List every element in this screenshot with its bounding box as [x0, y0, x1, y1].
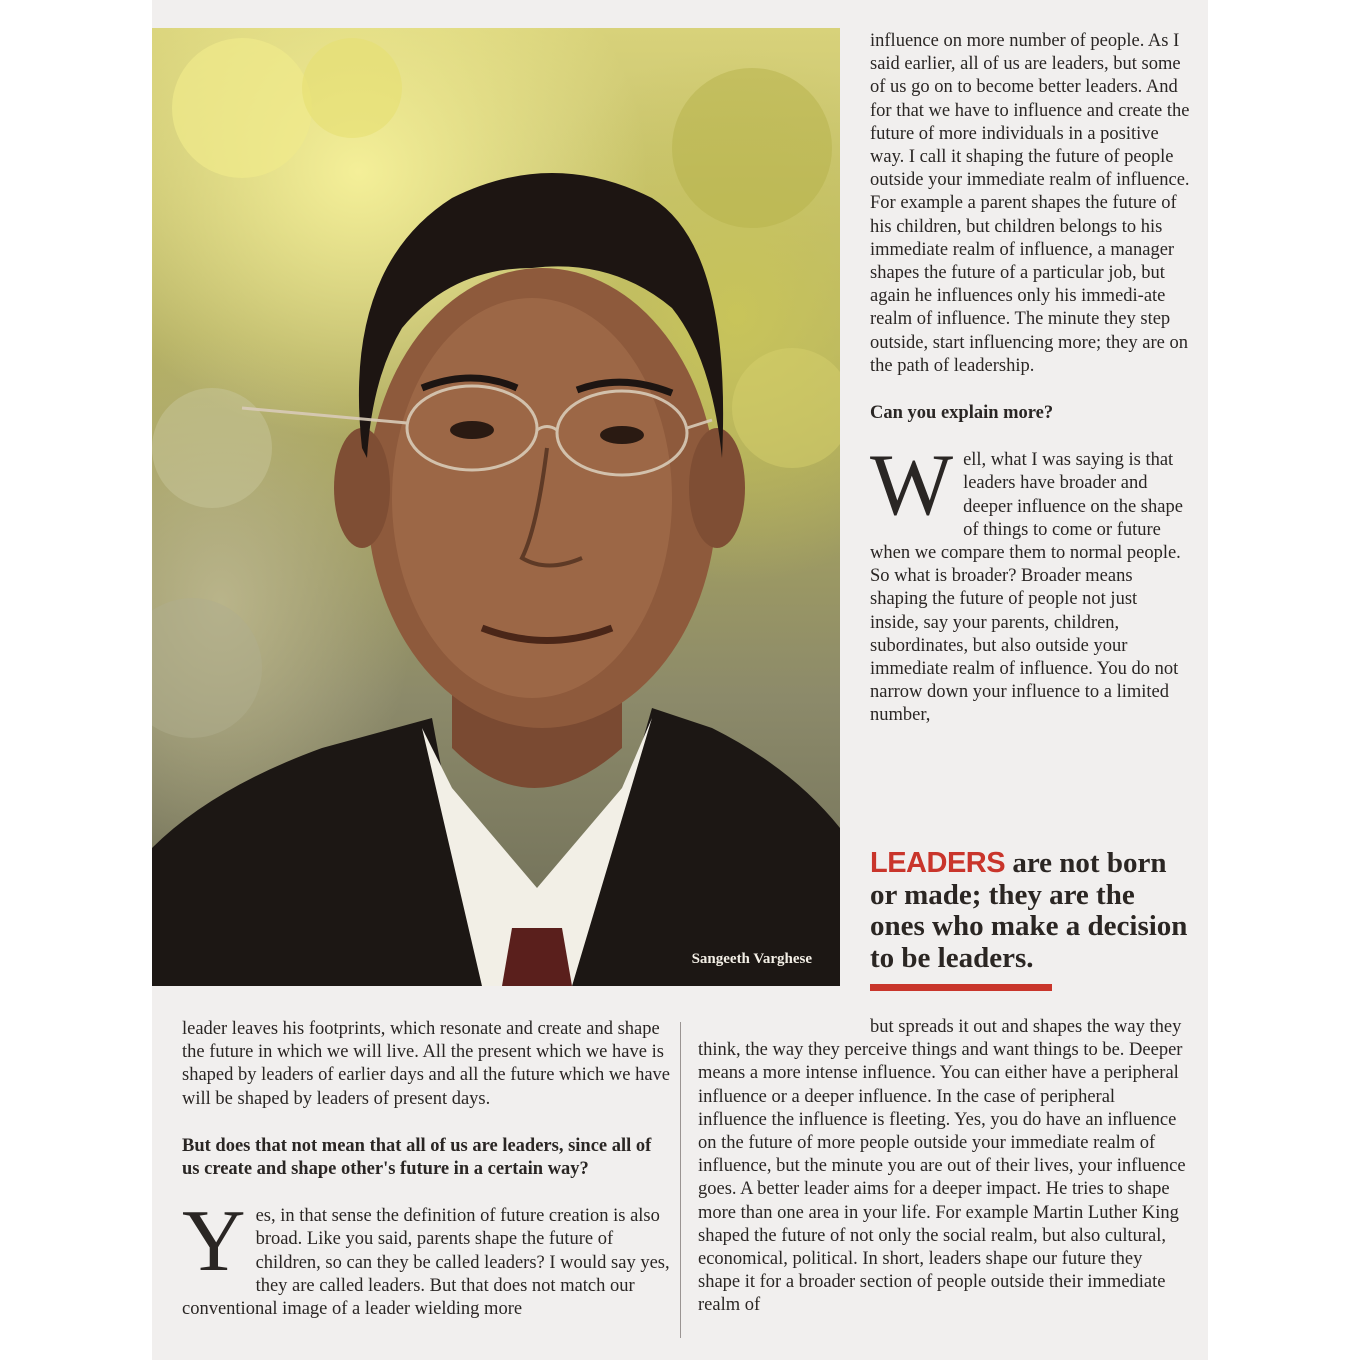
drop-cap: W	[870, 437, 954, 535]
magazine-page	[152, 0, 1208, 1360]
portrait-photo	[152, 28, 840, 986]
interview-question: But does that not mean that all of us are leaders, since all of us create and shape other's future in a certain way?	[182, 1135, 652, 1180]
paragraph: leader leaves his footprints, which resonate and create and shape the future in which we will live. All the present which we have is shaped by leaders of earlier days and all the future which we have will be shaped by leaders of present days.	[182, 1019, 670, 1109]
drop-cap: Y	[182, 1193, 246, 1291]
column-divider	[680, 1022, 681, 1338]
paragraph-text: es, in that sense the definition of future creation is also broad. Like you said, parents shape the future of children, so can they be called leaders? I would say yes, they are called leaders. But that does not match our conventional image of a leader wielding more	[182, 1206, 670, 1320]
paragraph: influence on more number of people. As I said earlier, all of us are leaders, but some of us go on to become better leaders. And for that we have to influence and create the future of more individuals in a positive way. I call it shaping the future of people outside your immediate realm of influence. For example a parent shapes the future of his children, but children belongs to his immediate realm of influence, a manager shapes the future of a particular job, but again he influences only his immedi-ate realm of influence. The minute they step outside, start influencing more; they are on the path of leadership.	[870, 31, 1190, 376]
paragraph	[182, 1193, 670, 1321]
bottom-right-column-text	[698, 1016, 1188, 1318]
pull-quote-text: are not born or made; they are the ones who make a decision to be leaders.	[870, 847, 1188, 974]
pull-quote-highlight: LEADERS	[870, 847, 1006, 879]
bottom-left-column-text	[182, 1018, 670, 1321]
pull-quote	[870, 848, 1190, 974]
red-accent-rule	[870, 984, 1052, 991]
interview-question: Can you explain more?	[870, 403, 1054, 424]
portrait-illustration	[152, 28, 840, 986]
paragraph-text: ell, what I was saying is that leaders have broader and deeper influence on the shape of things to come or future when we compare them to normal people. So what is broader? Broader means shaping the future of people not just inside, say your parents, children, subordinates, but also outside your immediate realm of influence. You do not narrow down your influence to a limited number,	[870, 450, 1183, 726]
photo-caption: Sangeeth Varghese	[691, 951, 812, 967]
right-column-text	[870, 30, 1190, 728]
paragraph: but spreads it out and shapes the way they think, the way they perceive things and want things to be. Deeper means a more intense influence. You can either have a peripheral influence or a deeper influence. In the case of peripheral influence the influence is fleeting. Yes, you do have an influence on the future of more people outside your immediate realm of influence, but the minute you are out of their lives, your influence goes. A better leader aims for a deeper impact. He tries to shape more than one area in your life. For example Martin Luther King shaped the future of not only the social realm, but also cultural, economical, political. In short, leaders shape our future they shape it for a broader section of people outside their immediate realm of	[698, 1017, 1186, 1316]
paragraph	[870, 437, 1190, 727]
